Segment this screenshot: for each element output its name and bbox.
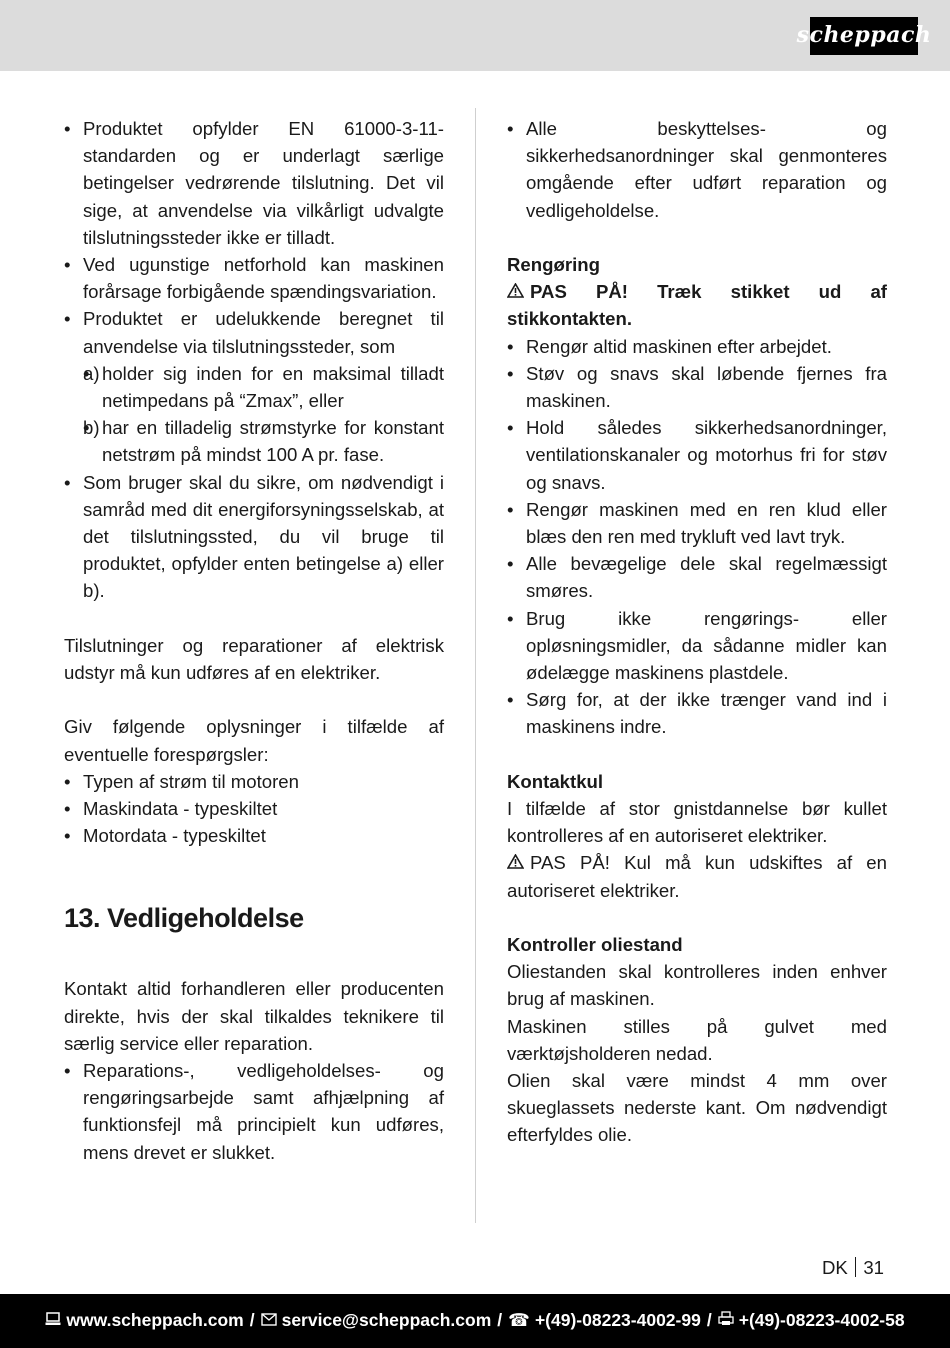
paragraph: Maskinen stilles på gulvet med værktøjsholderen nedad. bbox=[507, 1015, 887, 1064]
left-column bbox=[64, 115, 444, 1166]
footer-separator: / bbox=[497, 1310, 503, 1331]
page-separator bbox=[855, 1257, 857, 1277]
list-item: • Rengør altid maskinen efter arbejdet. bbox=[507, 333, 887, 360]
computer-icon bbox=[45, 1307, 61, 1334]
list-item bbox=[64, 305, 444, 468]
connection-list bbox=[64, 115, 444, 605]
sub-item-label: • b) bbox=[83, 417, 100, 439]
list-item: • Ved ugunstige netforhold kan maskinen forårsage forbigående spændingsvariation. bbox=[64, 251, 444, 305]
page-header bbox=[0, 0, 950, 71]
fax-number: +(49)-08223-4002-58 bbox=[738, 1310, 905, 1331]
sub-list-item bbox=[83, 414, 444, 468]
sub-item-text: holder sig inden for en maksimal tilladt netimpedans på “Zmax”, eller bbox=[102, 362, 444, 412]
list-item: • Produktet opfylder EN 61000-3-11-standarden og er underlagt særlige betingelser vedrørende tilslutning. Det vil sige, at anvendelse via vilkårligt udvalgte tilslutningssteder ikke er tilladt. bbox=[64, 115, 444, 251]
list-item: • Sørg for, at der ikke trænger vand ind i maskinens indre. bbox=[507, 686, 887, 740]
inquiry-list bbox=[64, 768, 444, 850]
sub-list-item bbox=[83, 360, 444, 414]
paragraph: Olien skal være mindst 4 mm over skueglassets nederste kant. Om nødvendigt efterfyldes olie. bbox=[507, 1070, 887, 1146]
carbon-heading: Kontaktkul bbox=[507, 770, 604, 792]
page-number-value: 31 bbox=[863, 1257, 884, 1278]
sub-item-text: har en tilladelig strømstyrke for konstant netstrøm på mindst 100 A pr. fase. bbox=[102, 417, 444, 466]
mail-icon bbox=[261, 1307, 277, 1334]
sub-item-label: • a) bbox=[83, 362, 100, 384]
cleaning-list bbox=[507, 333, 887, 741]
warning-text: PAS PÅ! Kul må kun udskiftes af en autoriseret elektriker. bbox=[507, 852, 887, 901]
page-number bbox=[822, 1256, 884, 1280]
cleaning-warning bbox=[507, 278, 887, 332]
page-footer bbox=[0, 1294, 950, 1348]
list-item: • Maskindata - typeskiltet bbox=[64, 795, 444, 822]
safety-list bbox=[507, 115, 887, 224]
footer-separator: / bbox=[249, 1310, 255, 1331]
paragraph: Oliestanden skal kontrolleres inden enhver brug af maskinen. bbox=[507, 961, 887, 1010]
list-item: • Typen af strøm til motoren bbox=[64, 768, 444, 795]
scheppach-logo: scheppach bbox=[810, 17, 918, 55]
warning-text: PAS PÅ! Træk stikket ud af stikkontakten. bbox=[507, 281, 887, 330]
sub-list bbox=[83, 360, 444, 469]
paragraph: Giv følgende oplysninger i tilfælde af eventuelle forespørgsler: bbox=[64, 716, 444, 765]
list-item: • Reparations-, vedligeholdelses- og rengøringsarbejde samt afhjælpning af funktionsfejl må principielt kun udføres, mens drevet er slukket. bbox=[64, 1057, 444, 1166]
list-item: • Rengør maskinen med en ren klud eller blæs den ren med trykluft ved lavt tryk. bbox=[507, 496, 887, 550]
footer-separator: / bbox=[706, 1310, 712, 1331]
warning-triangle-icon bbox=[507, 278, 524, 305]
list-item: • Som bruger skal du sikre, om nødvendigt i samråd med dit energiforsyningsselskab, at det tilslutningssted, du vil bruge til produktet, opfylder enten betingelse a) eller b). bbox=[64, 469, 444, 605]
maintenance-list bbox=[64, 1057, 444, 1166]
list-item: • Alle bevægelige dele skal regelmæssigt smøres. bbox=[507, 550, 887, 604]
fax-icon bbox=[718, 1307, 734, 1334]
paragraph: I tilfælde af stor gnistdannelse bør kullet kontrolleres af en autoriseret elektriker. bbox=[507, 798, 887, 847]
phone-number: +(49)-08223-4002-99 bbox=[534, 1310, 701, 1331]
list-item: • Motordata - typeskiltet bbox=[64, 822, 444, 849]
list-item-text: Produktet er udelukkende beregnet til anvendelse via tilslutningssteder, som bbox=[83, 308, 444, 357]
email-link[interactable]: service@scheppach.com bbox=[281, 1310, 492, 1331]
oil-heading: Kontroller oliestand bbox=[507, 934, 683, 956]
phone-icon: ☎ bbox=[508, 1310, 530, 1331]
list-item: • Brug ikke rengørings- eller opløsningsmidler, da sådanne midler kan ødelægge maskinens plastdele. bbox=[507, 605, 887, 687]
list-item: • Støv og snavs skal løbende fjernes fra maskinen. bbox=[507, 360, 887, 414]
paragraph: Tilslutninger og reparationer af elektrisk udstyr må kun udføres af en elektriker. bbox=[64, 634, 444, 684]
carbon-warning bbox=[507, 849, 887, 903]
paragraph: Kontakt altid forhandleren eller producenten direkte, hvis der skal tilkaldes teknikere til særlig service eller reparation. bbox=[64, 978, 444, 1054]
page-language: DK bbox=[821, 1257, 848, 1278]
cleaning-heading: Rengøring bbox=[507, 254, 600, 275]
list-item: • Alle beskyttelses- og sikkerhedsanordninger skal genmonteres omgående efter udført reparation og vedligeholdelse. bbox=[507, 115, 887, 224]
column-divider bbox=[475, 108, 476, 1223]
warning-triangle-icon bbox=[507, 849, 524, 876]
right-column bbox=[507, 115, 887, 1149]
list-item: • Hold således sikkerhedsanordninger, ventilationskanaler og motorhus fri for støv og snavs. bbox=[507, 414, 887, 496]
website-link[interactable]: www.scheppach.com bbox=[66, 1310, 244, 1331]
section-title: 13. Vedligeholdelse bbox=[64, 903, 304, 934]
